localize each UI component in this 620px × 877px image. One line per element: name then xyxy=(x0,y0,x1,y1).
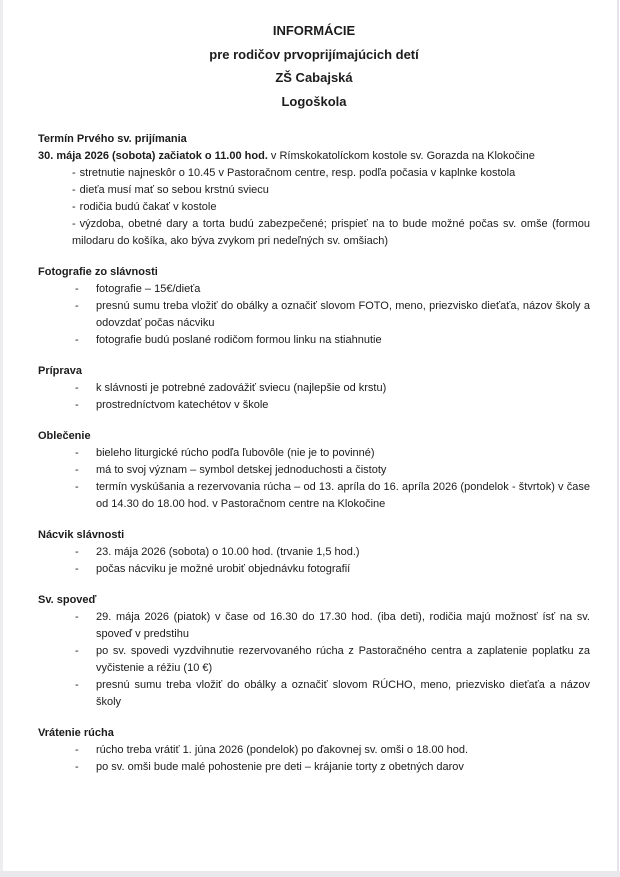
bullet-list xyxy=(38,742,590,776)
bullet-dash: - xyxy=(75,645,79,657)
list-item xyxy=(75,445,590,462)
bullet-dash: - xyxy=(75,334,79,346)
section-fotografie-zo-slavnosti xyxy=(38,264,590,349)
doc-title-line-2: pre rodičov prvoprijímajúcich detí xyxy=(209,46,419,62)
list-item-text: fotografie budú poslané rodičom formou linku na stiahnutie xyxy=(96,334,382,346)
bullet-dash: - xyxy=(75,399,79,411)
doc-title-line-4: Logoškola xyxy=(281,93,347,109)
list-item-text: 23. mája 2026 (sobota) o 10.00 hod. (trvanie 1,5 hod.) xyxy=(96,546,360,558)
section-heading: Príprava xyxy=(38,365,83,377)
doc-title-line-1: INFORMÁCIE xyxy=(272,23,356,38)
section-heading: Fotografie zo slávnosti xyxy=(38,266,158,278)
section-intro xyxy=(38,148,590,165)
list-item xyxy=(72,182,590,199)
bullet-dash: - xyxy=(72,218,76,230)
bullet-dash: - xyxy=(75,283,79,295)
bullet-dash: - xyxy=(75,382,79,394)
section-termin-prveho-sv-prijimania xyxy=(38,131,590,250)
list-item-text: fotografie – 15€/dieťa xyxy=(96,283,201,295)
bullet-dash: - xyxy=(75,546,79,558)
list-item xyxy=(75,479,590,513)
list-item xyxy=(72,199,590,216)
list-item-text: prostredníctvom katechétov v škole xyxy=(96,399,269,411)
bullet-list xyxy=(38,165,590,250)
list-item xyxy=(75,643,590,677)
list-item-text: výzdoba, obetné dary a torta budú zabezpečené; prispieť na to bude možné počas sv. omše (formou milodaru do košíka, ako býva zvykom pri nedeľných sv. omšiach) xyxy=(72,218,590,247)
list-item-text: termín vyskúšania a rezervovania rúcha – od 13. apríla do 16. apríla 2026 (pondelok - štvrtok) v čase od 14.30 do 18.00 hod. v Pastoračnom centre na Klokočine xyxy=(96,481,590,510)
list-item-text: dieťa musí mať so sebou krstnú sviecu xyxy=(79,184,269,196)
bullet-dash: - xyxy=(72,184,76,196)
section-heading: Nácvik slávnosti xyxy=(38,529,125,541)
list-item-text: po sv. omši bude malé pohostenie pre deti – krájanie torty z obetných darov xyxy=(96,761,464,773)
section-nacvik-slavnosti xyxy=(38,527,590,578)
intro-bold-text: 30. mája 2026 (sobota) začiatok o 11.00 hod. xyxy=(38,150,268,162)
bullet-list xyxy=(38,544,590,578)
bullet-dash: - xyxy=(75,744,79,756)
page-edge-bottom xyxy=(0,871,620,877)
bullet-list xyxy=(38,281,590,349)
list-item-text: presnú sumu treba vložiť do obálky a označiť slovom FOTO, meno, priezvisko dieťaťa, názov školy a odovzdať počas nácviku xyxy=(96,300,590,329)
section-heading: Sv. spoveď xyxy=(38,594,97,606)
bullet-dash: - xyxy=(75,464,79,476)
list-item xyxy=(75,742,590,759)
intro-rest-text: v Rímskokatolíckom kostole sv. Gorazda na Klokočine xyxy=(267,150,535,162)
bullet-dash: - xyxy=(72,201,76,213)
list-item-text: má to svoj význam – symbol detskej jednoduchosti a čistoty xyxy=(96,464,387,476)
bullet-list xyxy=(38,609,590,711)
bullet-dash: - xyxy=(75,611,79,623)
list-item-text: počas nácviku je možné urobiť objednávku fotografií xyxy=(96,563,351,575)
bullet-dash: - xyxy=(75,761,79,773)
list-item-text: k slávnosti je potrebné zadovážiť sviecu (najlepšie od krstu) xyxy=(96,382,387,394)
list-item xyxy=(75,332,590,349)
section-sv-spoved xyxy=(38,592,590,711)
bullet-dash: - xyxy=(75,447,79,459)
list-item xyxy=(75,397,590,414)
list-item xyxy=(72,165,590,182)
list-item xyxy=(75,561,590,578)
section-vratenie-rucha xyxy=(38,725,590,776)
bullet-dash: - xyxy=(75,300,79,312)
list-item xyxy=(75,281,590,298)
list-item xyxy=(75,677,590,711)
list-item xyxy=(75,462,590,479)
list-item-text: stretnutie najneskôr o 10.45 v Pastoračnom centre, resp. podľa počasia v kaplnke kostola xyxy=(79,167,516,179)
bullet-dash: - xyxy=(75,679,79,691)
bullet-dash: - xyxy=(72,167,76,179)
section-heading: Oblečenie xyxy=(38,430,91,442)
list-item xyxy=(75,380,590,397)
list-item-text: presnú sumu treba vložiť do obálky a označiť slovom RÚCHO, meno, priezvisko dieťaťa a názov školy xyxy=(96,679,590,708)
bullet-dash: - xyxy=(75,563,79,575)
section-oblecenie xyxy=(38,428,590,513)
title-block xyxy=(38,19,590,113)
bullet-dash: - xyxy=(75,481,79,493)
list-item-text: po sv. spovedi vyzdvihnutie rezervovaného rúcha z Pastoračného centra a zaplatenie poplatku za vyčistenie a réžiu (10 €) xyxy=(96,645,590,674)
list-item-text: rúcho treba vrátiť 1. júna 2026 (pondelok) po ďakovnej sv. omši o 18.00 hod. xyxy=(96,744,469,756)
list-item xyxy=(75,544,590,561)
section-heading: Vrátenie rúcha xyxy=(38,727,114,739)
bullet-list xyxy=(38,445,590,513)
list-item-text: bieleho liturgické rúcho podľa ľubovôle (nie je to povinné) xyxy=(96,447,375,459)
list-item-text: 29. mája 2026 (piatok) v čase od 16.30 do 17.30 hod. (iba deti), rodičia majú možnosť ísť na sv. spoveď v predstihu xyxy=(96,611,590,640)
list-item xyxy=(75,609,590,643)
bullet-list xyxy=(38,380,590,414)
section-priprava xyxy=(38,363,590,414)
doc-title-line-3: ZŠ Cabajská xyxy=(275,70,353,85)
list-item xyxy=(75,298,590,332)
list-item xyxy=(72,216,590,250)
list-item xyxy=(75,759,590,776)
section-heading: Termín Prvého sv. prijímania xyxy=(38,133,187,145)
list-item-text: rodičia budú čakať v kostole xyxy=(79,201,217,213)
